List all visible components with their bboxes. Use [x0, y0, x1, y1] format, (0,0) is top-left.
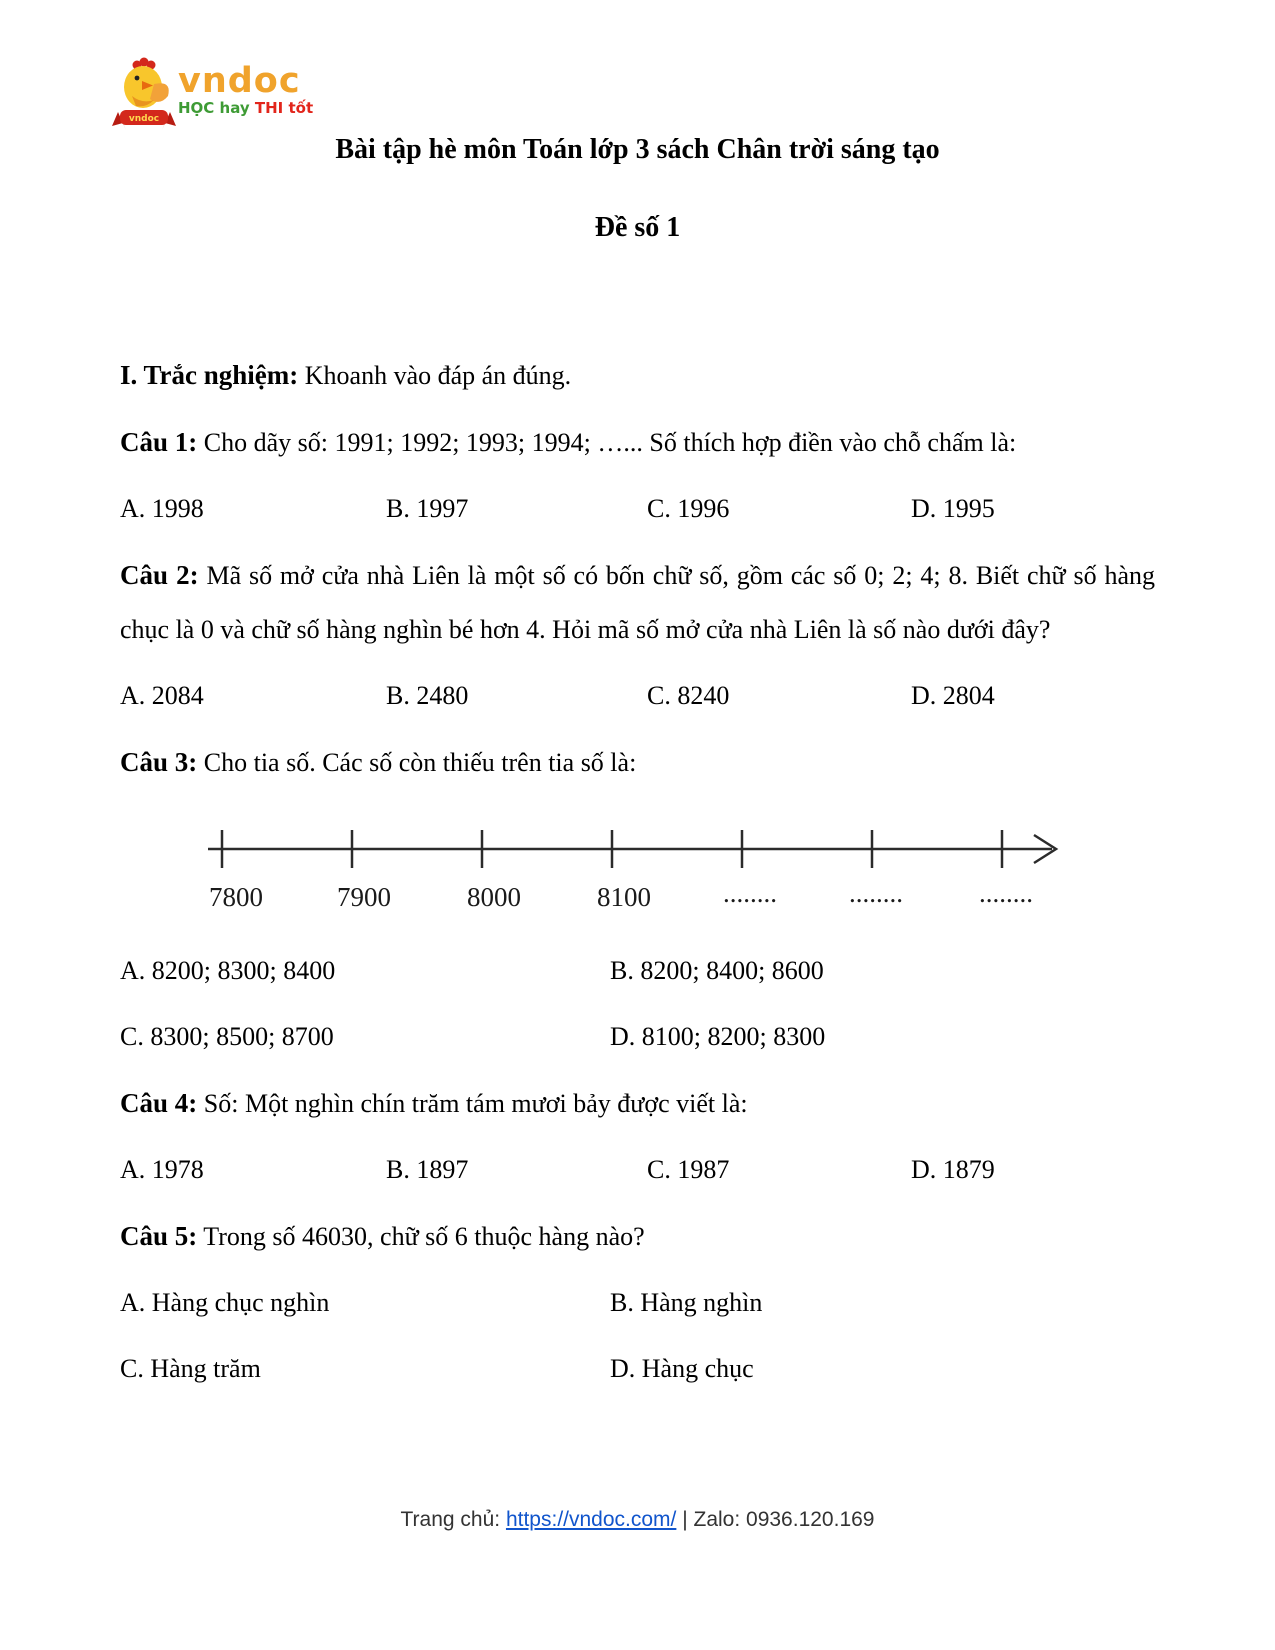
tick-label-blank: ........ — [723, 878, 777, 908]
option-d: D. 1879 — [911, 1155, 995, 1184]
question-4-text: Số: Một nghìn chín trăm tám mươi bảy được viết là: — [197, 1089, 748, 1118]
chicken-mascot-icon — [112, 56, 176, 137]
question-3 — [120, 735, 1155, 790]
question-3-options-row-1 — [120, 944, 1155, 998]
option-a: A. 8200; 8300; 8400 — [120, 956, 336, 985]
question-2-text: Mã số mở cửa nhà Liên là một số có bốn chữ số, gồm các số 0; 2; 4; 8. Biết chữ số hàng chục là 0 và chữ số hàng nghìn bé hơn 4. Hỏi mã số mở cửa nhà Liên là số nào dưới đây? — [120, 561, 1155, 644]
question-4-label: Câu 4: — [120, 1088, 198, 1118]
number-line — [120, 802, 1155, 932]
option-c: C. Hàng trăm — [120, 1354, 261, 1383]
option-a: A. 1978 — [120, 1155, 204, 1184]
ribbon-text: vndoc — [128, 114, 160, 124]
tick-label: 7800 — [209, 882, 263, 912]
question-5 — [120, 1209, 1155, 1264]
option-a: A. 1998 — [120, 494, 204, 523]
number-line-figure — [120, 802, 1155, 932]
question-1-label: Câu 1: — [120, 427, 198, 457]
question-4-options — [120, 1143, 1155, 1197]
question-5-text: Trong số 46030, chữ số 6 thuộc hàng nào? — [197, 1222, 645, 1251]
vndoc-logo — [112, 56, 313, 137]
section-label: I. Trắc nghiệm: — [120, 360, 299, 390]
option-c: C. 1987 — [647, 1155, 730, 1184]
option-b: B. 1997 — [386, 494, 469, 523]
question-2 — [120, 548, 1155, 657]
footer-zalo-label: | Zalo: 0936.120.169 — [676, 1508, 875, 1531]
option-b: B. 2480 — [386, 681, 469, 710]
tick-label-blank: ........ — [979, 878, 1033, 908]
page-footer — [0, 1508, 1275, 1532]
option-c: C. 8300; 8500; 8700 — [120, 1022, 334, 1051]
page-title: Bài tập hè môn Toán lớp 3 sách Chân trời sáng tạo — [335, 134, 940, 165]
question-5-options-row-2 — [120, 1342, 1155, 1396]
question-1-options — [120, 482, 1155, 536]
option-a: A. 2084 — [120, 681, 204, 710]
home-link[interactable]: https://vndoc.com/ — [505, 1508, 677, 1531]
option-a: A. Hàng chục nghìn — [120, 1288, 330, 1317]
option-d: D. 1995 — [911, 494, 995, 523]
question-3-label: Câu 3: — [120, 747, 198, 777]
question-4 — [120, 1076, 1155, 1131]
option-b: B. 1897 — [386, 1155, 469, 1184]
tick-label-blank: ........ — [849, 878, 903, 908]
question-2-options — [120, 669, 1155, 723]
option-b: B. Hàng nghìn — [610, 1288, 763, 1317]
tagline-red: THI tốt — [254, 99, 314, 117]
option-c: C. 8240 — [647, 681, 730, 710]
tick-label: 8000 — [467, 882, 521, 912]
option-c: C. 1996 — [647, 494, 730, 523]
page-subtitle: Đề số 1 — [594, 212, 681, 243]
brand-wordmark: vndoc — [178, 61, 301, 101]
tick-label: 7900 — [337, 882, 391, 912]
option-d: D. 2804 — [911, 681, 995, 710]
question-5-label: Câu 5: — [120, 1221, 198, 1251]
option-d: D. 8100; 8200; 8300 — [610, 1022, 826, 1051]
section-heading — [120, 348, 1155, 403]
option-d: D. Hàng chục — [610, 1354, 754, 1383]
tick-label: 8100 — [597, 882, 651, 912]
option-b: B. 8200; 8400; 8600 — [610, 956, 824, 985]
footer-home-label: Trang chủ: — [400, 1508, 506, 1531]
tagline-green: HỌC hay — [178, 99, 250, 117]
question-3-options-row-2 — [120, 1010, 1155, 1064]
question-1 — [120, 415, 1155, 470]
brand-tagline — [178, 98, 313, 118]
section-instruction: Khoanh vào đáp án đúng. — [298, 361, 572, 390]
question-3-text: Cho tia số. Các số còn thiếu trên tia số là: — [197, 748, 637, 777]
question-2-label: Câu 2: — [120, 560, 199, 590]
question-1-text: Cho dãy số: 1991; 1992; 1993; 1994; …... Số thích hợp điền vào chỗ chấm là: — [197, 428, 1017, 457]
question-5-options-row-1 — [120, 1276, 1155, 1330]
